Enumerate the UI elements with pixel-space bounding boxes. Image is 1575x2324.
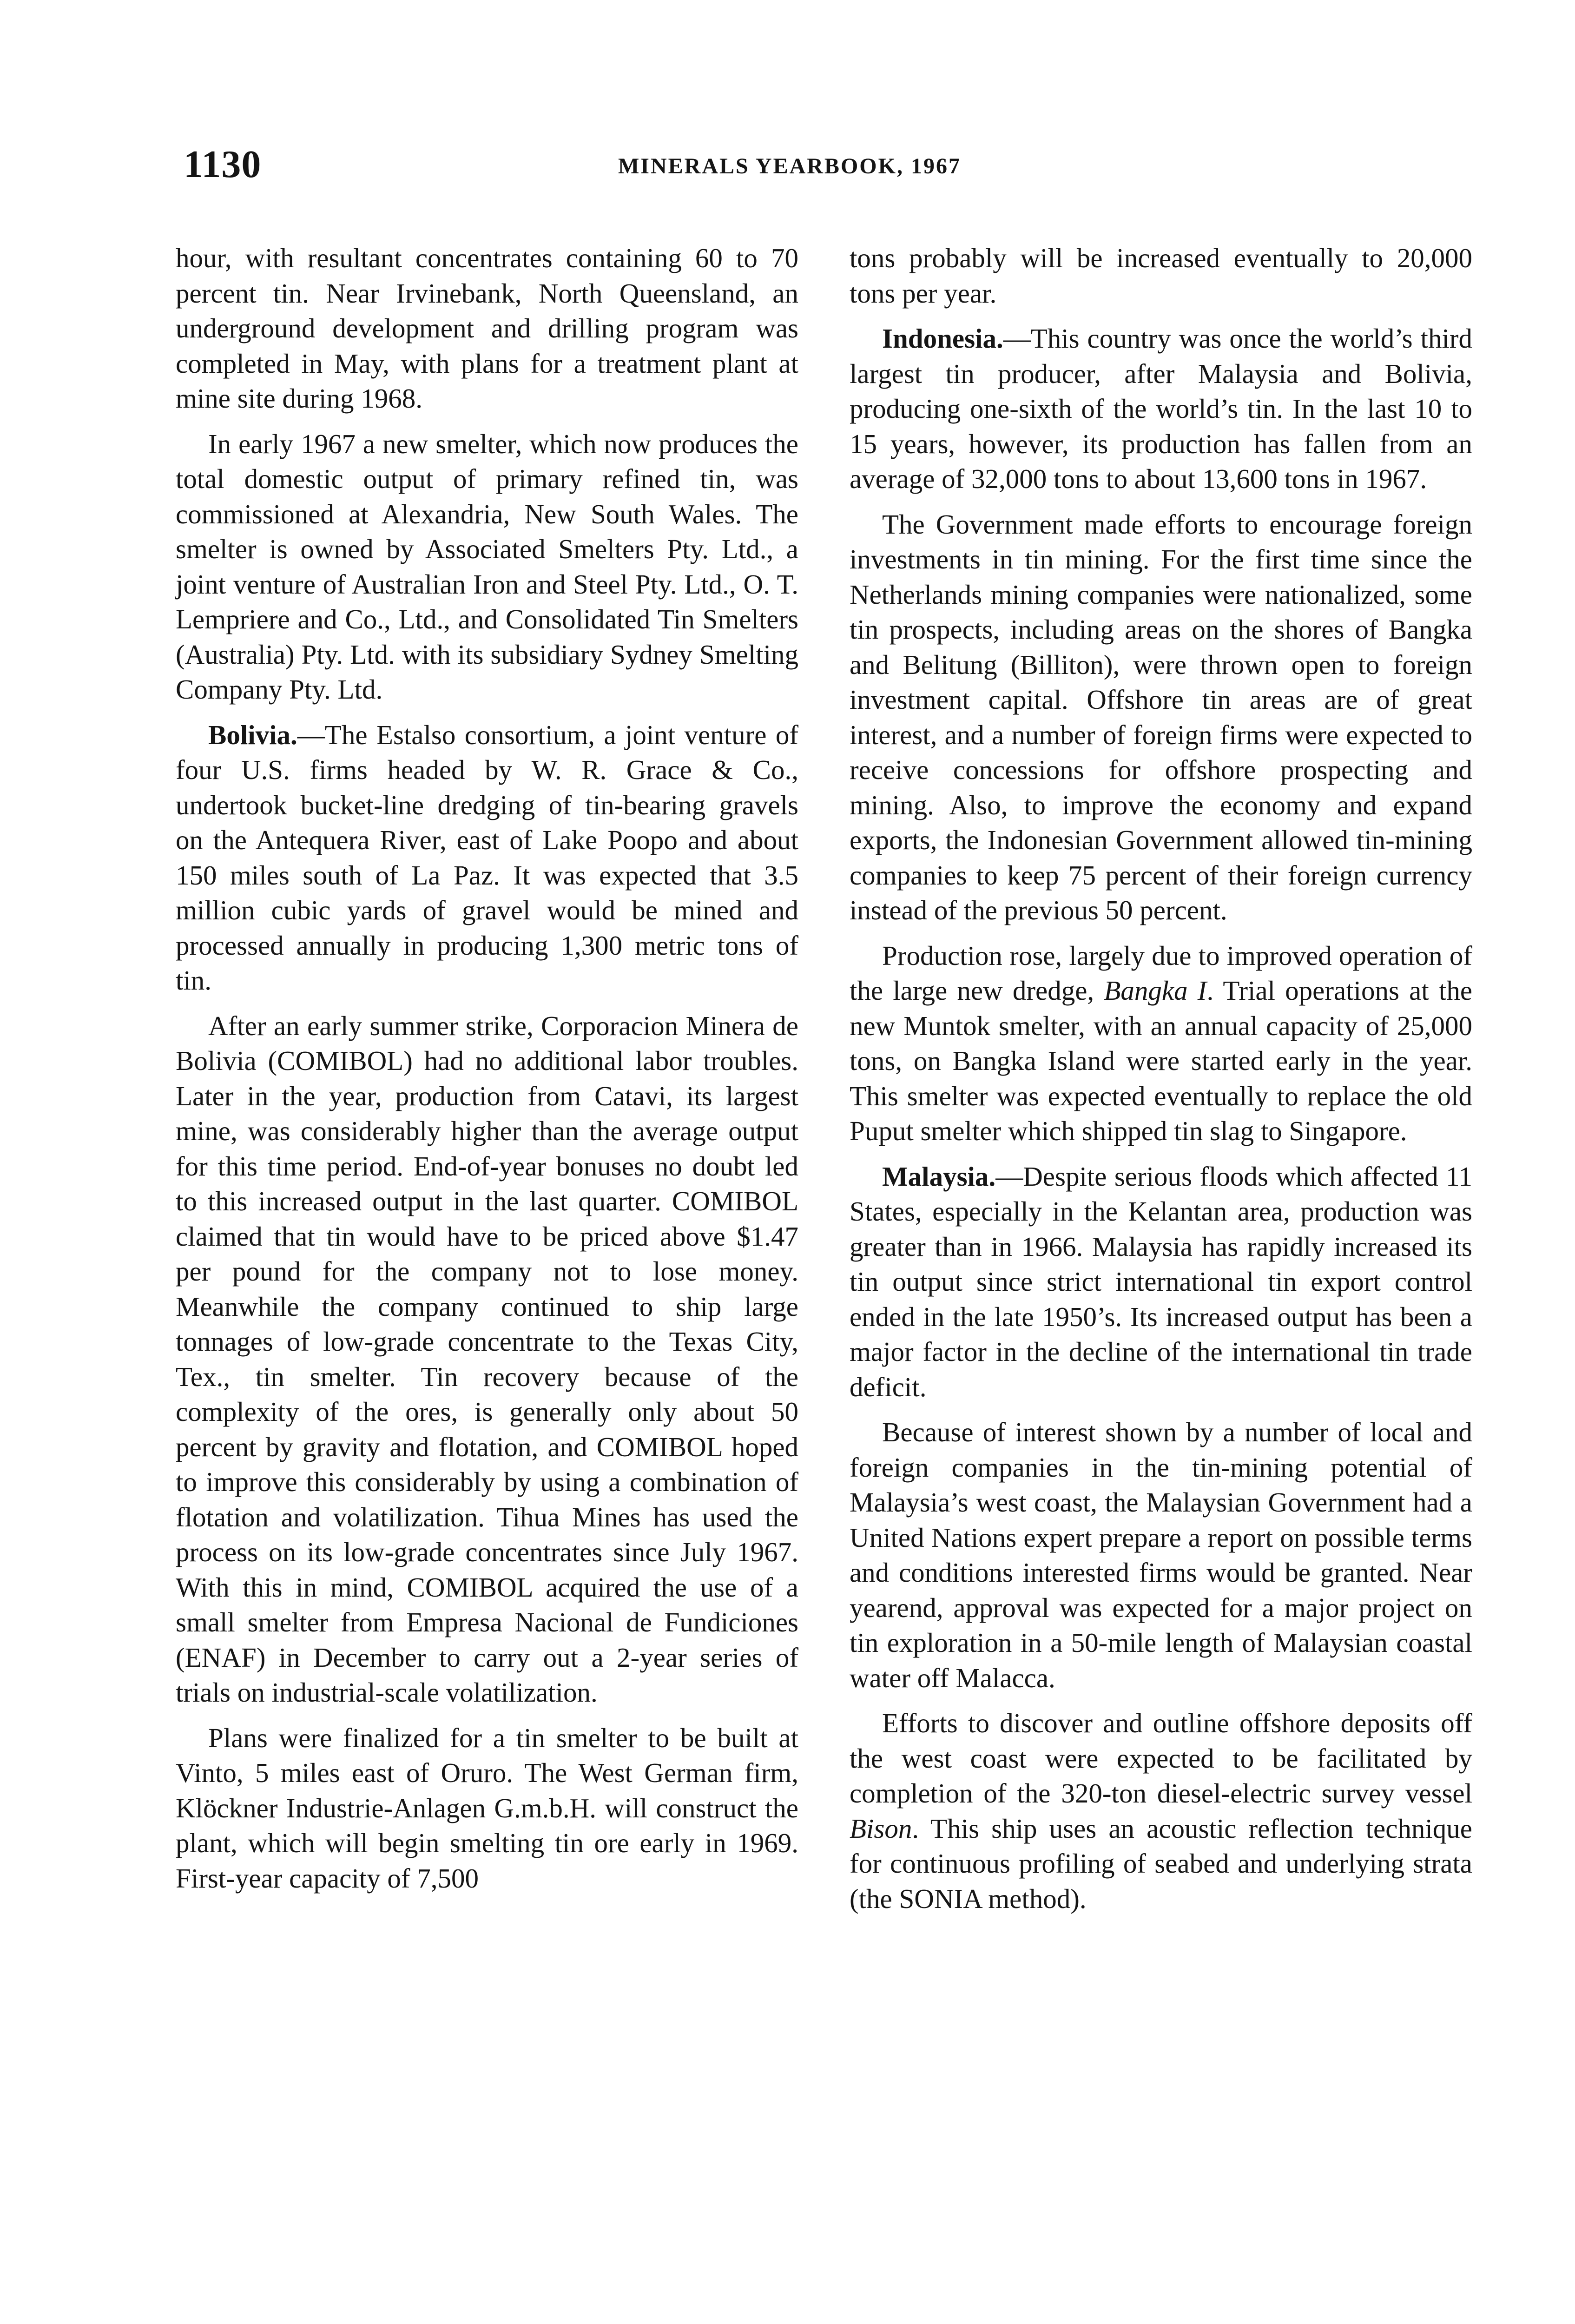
page-number: 1130 — [184, 143, 262, 186]
paragraph-indonesia-investment: The Government made efforts to encourage foreign investments in tin mining. For the first time since the Netherlands mining companies were nationalized, some tin prospects, including areas on the shores of Bangka and Belitung (Billiton), were thrown open to foreign investment capital. Offshore tin areas are of great interest, and a number of foreign firms were expected to receive concessions for offshore prospecting and mining. Also, to improve the economy and expand exports, the Indonesian Government allowed tin-mining companies to keep 75 percent of their foreign currency instead of the previous 50 percent. — [850, 508, 1472, 925]
paragraph-comibol: After an early summer strike, Corporacion Minera de Bolivia (COMIBOL) had no additional labor troubles. Later in the year, production from Catavi, its largest mine, was considerably higher than the average output for this time period. End-of-year bonuses no doubt led to this increased output in the last quarter. COMIBOL claimed that tin would have to be priced above $1.47 per pound for the company not to lose money. Meanwhile the company continued to ship large tonnages of low-grade concentrate to the Texas City, Tex., tin smelter. Tin recovery because of the complexity of the ores, is generally only about 50 percent by gravity and flotation, and COMIBOL hoped to improve this considerably by using a combination of flotation and volatilization. Tihua Mines has used the process on its low-grade concentrates since July 1967. With this in mind, COMIBOL acquired the use of a small smelter from Empresa Nacional de Fundiciones (ENAF) in December to carry out a 2-year series of trials on industrial-scale volatilization. — [176, 1010, 798, 1708]
paragraph-malaysia-west-coast: Because of interest shown by a number of local and foreign companies in the tin-mining potential of Malaysia’s west coast, the Malaysian Government had a United Nations expert prepare a report on possible terms and conditions interested firms would be granted. Near yearend, approval was expected for a major project on tin exploration in a 50-mile length of Malaysian coastal water off Malacca. — [850, 1417, 1472, 1693]
vessel-name: Bison — [850, 1813, 912, 1844]
paragraph-bolivia-text: —The Estalso consortium, a joint venture of four U.S. firms headed by W. R. Grace & Co., undertook bucket-line dredging of tin-bearing gravels on the Antequera River, east of Lake Poopo and about 150 miles south of La Paz. It was expected that 3.5 million cubic yards of gravel would be mined and processed annually in producing 1,300 metric tons of tin. — [176, 719, 798, 996]
left-column — [176, 241, 798, 1906]
paragraph-offshore-deposits — [850, 1706, 1472, 1916]
section-heading-indonesia: Indonesia. — [882, 323, 1003, 354]
production-text-b: . Trial operations at the new Muntok smelter, with an annual capacity of 25,000 tons, on Bangka Island were started early in the year. This smelter was expected eventually to replace the old Puput smelter which shipped tin slag to Singapore. — [850, 975, 1472, 1146]
section-heading-bolivia: Bolivia. — [208, 719, 297, 750]
paragraph-malaysia-intro — [850, 1159, 1472, 1405]
paragraph-malaysia-text: —Despite serious floods which affected 11 States, especially in the Kelantan area, production was greater than in 1966. Malaysia has rapidly increased its tin output since strict international tin export control ended in the late 1950’s. Its increased output has been a major factor in the decline of the international tin trade deficit. — [850, 1161, 1472, 1402]
production-text-a: Production rose, largely due to improved operation of the large new dredge, — [850, 940, 1472, 1006]
paragraph-indonesia-intro — [850, 321, 1472, 497]
right-column — [850, 241, 1472, 1927]
paragraph-vinto-continued: tons probably will be increased eventually to 20,000 tons per year. — [850, 243, 1472, 309]
running-title: MINERALS YEARBOOK, 1967 — [618, 154, 961, 178]
offshore-text-b: . This ship uses an acoustic reflection technique for continuous profiling of seabed and underlying strata (the SONIA method). — [850, 1813, 1472, 1914]
paragraph-queensland: hour, with resultant concentrates containing 60 to 70 percent tin. Near Irvinebank, North Queensland, an underground development and drilling program was completed in May, with plans for a treatment plant at mine site during 1968. — [176, 243, 798, 414]
paragraph-indonesia-production — [850, 938, 1472, 1149]
section-heading-malaysia: Malaysia. — [882, 1161, 996, 1192]
dredge-name: Bangka I — [1104, 975, 1207, 1006]
paragraph-indonesia-text: —This country was once the world’s third largest tin producer, after Malaysia and Bolivia, producing one-sixth of the world’s tin. In the last 10 to 15 years, however, its production has fallen from an average of 32,000 tons to about 13,600 tons in 1967. — [850, 323, 1472, 494]
paragraph-vinto-smelter: Plans were finalized for a tin smelter to be built at Vinto, 5 miles east of Oruro. The West German firm, Klöckner Industrie-Anlagen G.m.b.H. will construct the plant, which will begin smelting tin ore early in 1969. First-year capacity of 7,500 — [176, 1722, 798, 1894]
paragraph-alexandria-smelter: In early 1967 a new smelter, which now produces the total domestic output of primary refined tin, was commissioned at Alexandria, New South Wales. The smelter is owned by Associated Smelters Pty. Ltd., a joint venture of Australian Iron and Steel Pty. Ltd., O. T. Lempriere and Co., Ltd., and Consolidated Tin Smelters (Australia) Pty. Ltd. with its subsidiary Sydney Smelting Company Pty. Ltd. — [176, 428, 798, 705]
paragraph-bolivia-estalso — [176, 718, 798, 998]
offshore-text-a: Efforts to discover and outline offshore deposits off the west coast were expected to be facilitated by completion of the 320-ton diesel-electric survey vessel — [850, 1708, 1472, 1809]
